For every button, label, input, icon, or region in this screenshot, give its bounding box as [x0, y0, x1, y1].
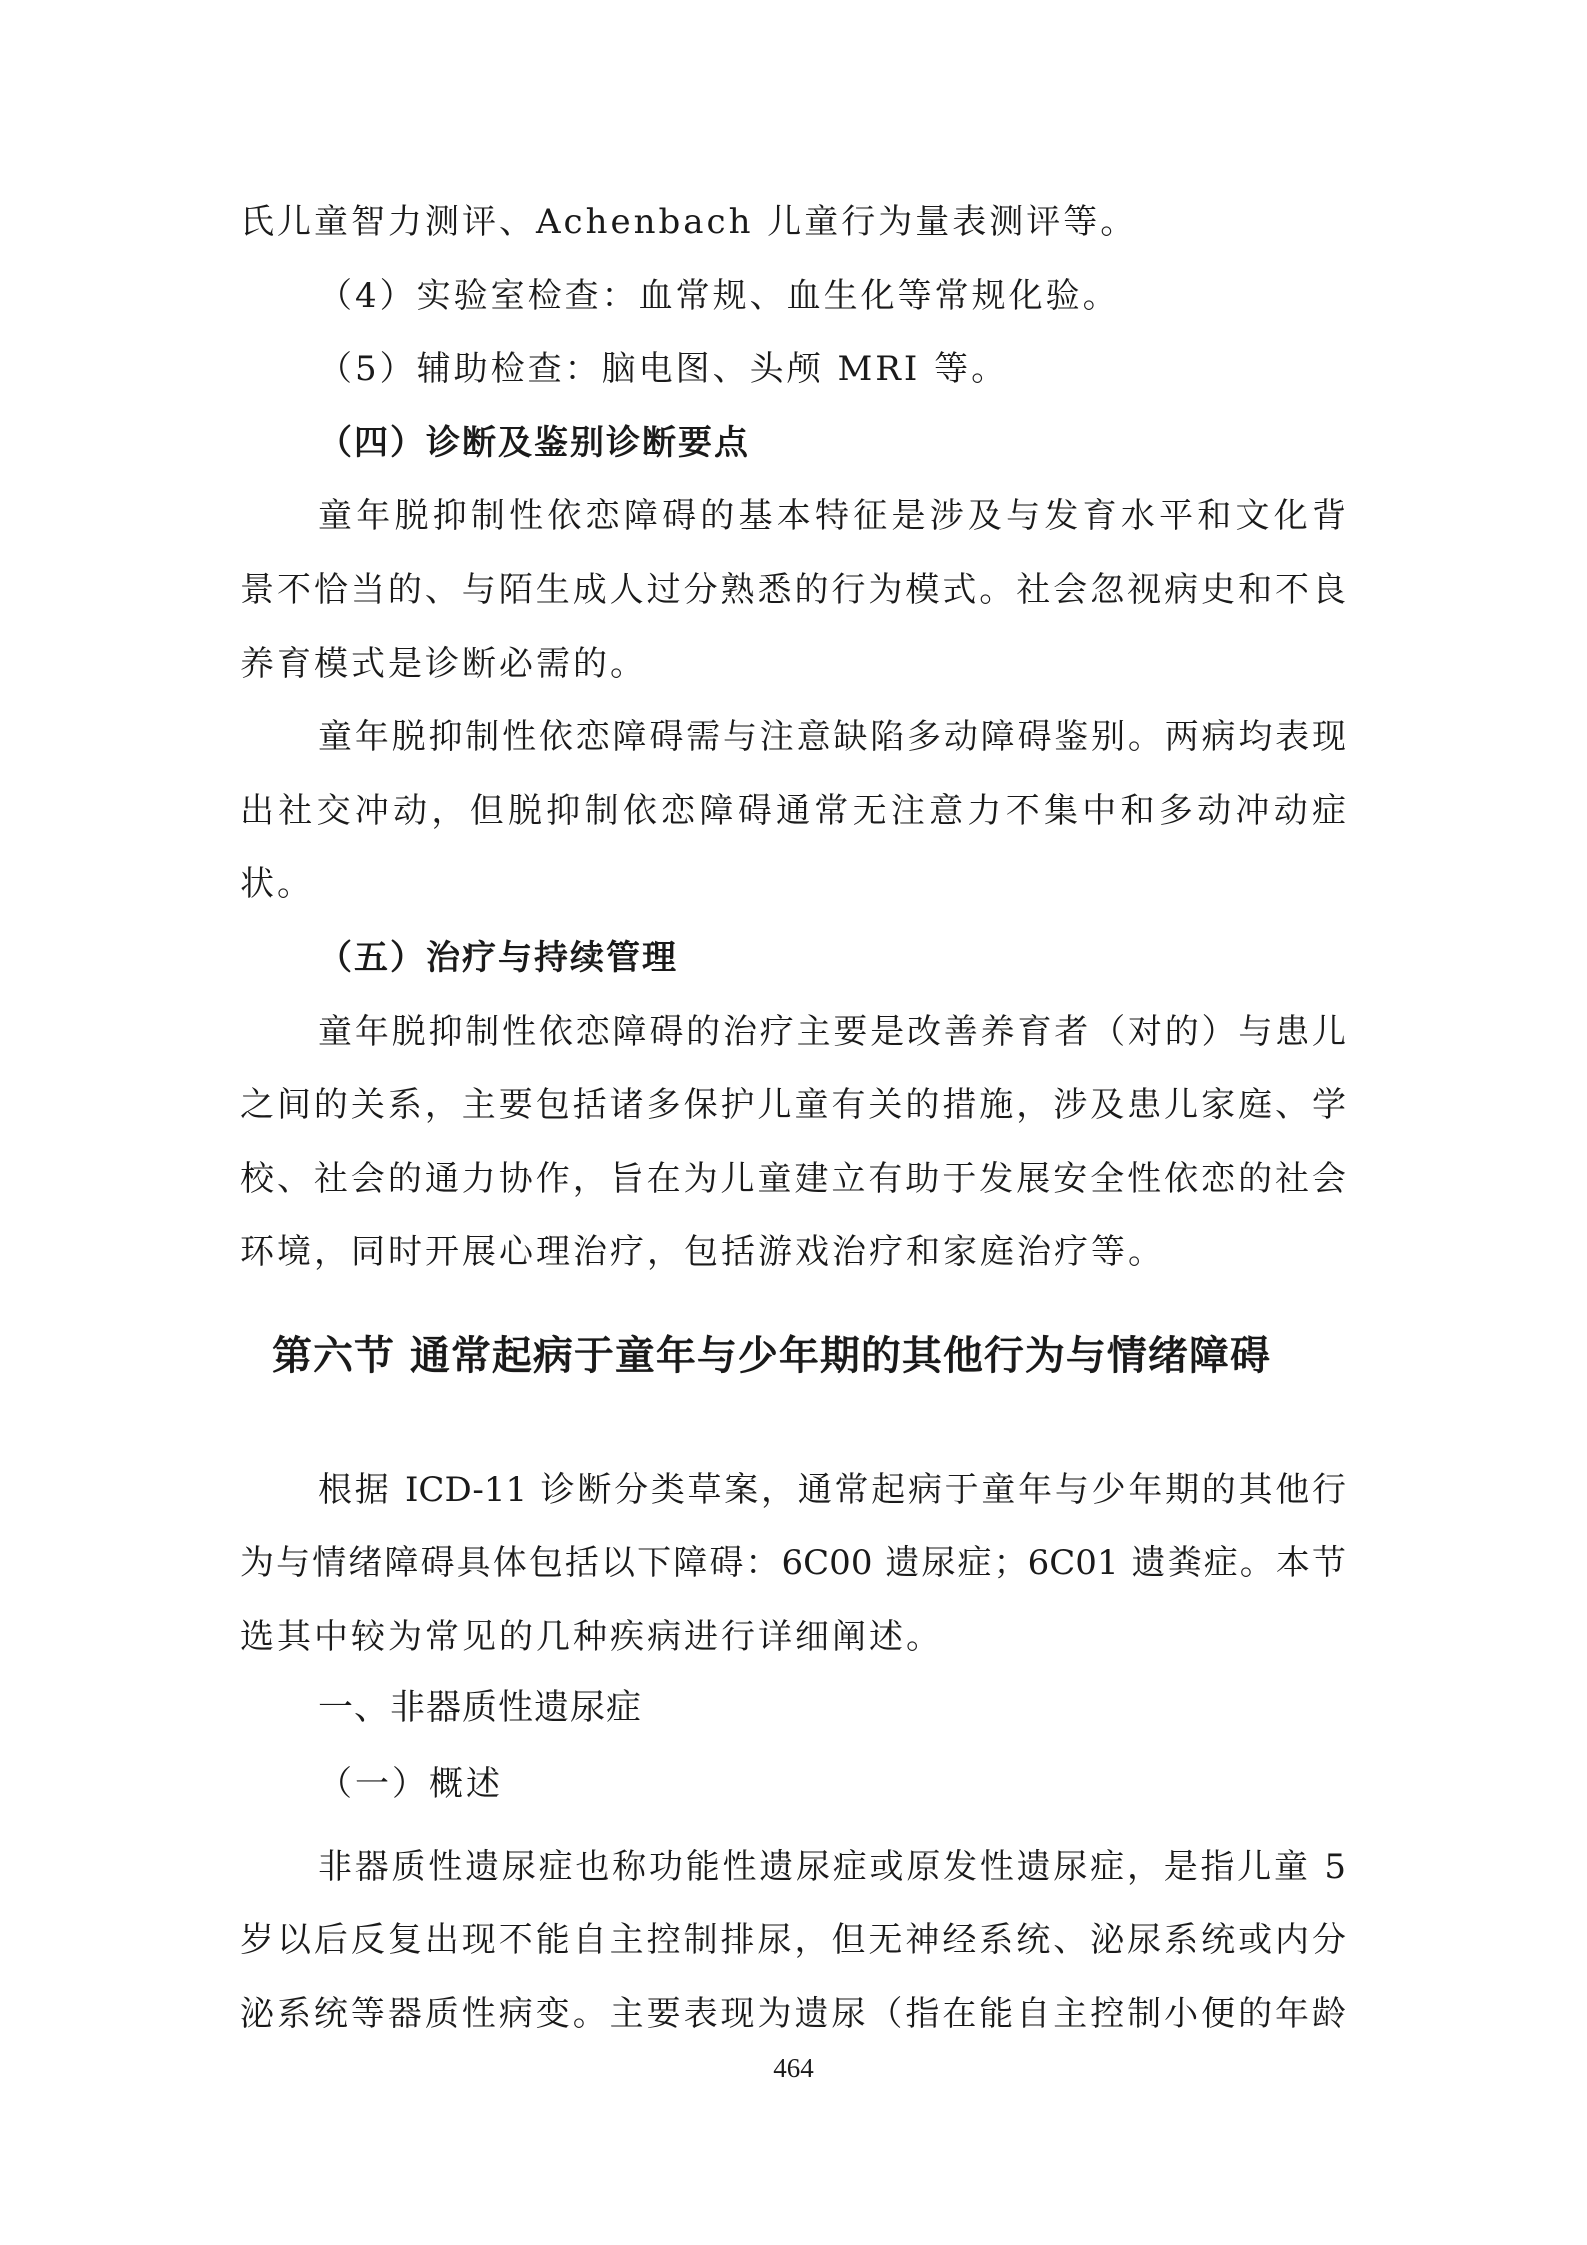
body-text-line: 状。	[240, 864, 314, 904]
body-text-line: 景不恰当的、与陌生成人过分熟悉的行为模式。社会忽视病史和不良	[240, 570, 1346, 610]
body-text-line: 之间的关系，主要包括诸多保护儿童有关的措施，涉及患儿家庭、学	[240, 1085, 1346, 1125]
page-number: 464	[773, 2053, 814, 2083]
body-text-line: 选其中较为常见的几种疾病进行详细阐述。	[240, 1617, 943, 1657]
subheading-overview: （一）概述	[318, 1764, 503, 1804]
list-item-aux-tests: （5）辅助检查：脑电图、头颅 MRI 等。	[318, 349, 1009, 389]
subheading-diagnosis: （四）诊断及鉴别诊断要点	[318, 423, 750, 463]
body-text-line: 非器质性遗尿症也称功能性遗尿症或原发性遗尿症，是指儿童 5	[318, 1847, 1346, 1887]
body-text-line: 环境，同时开展心理治疗，包括游戏治疗和家庭治疗等。	[240, 1232, 1165, 1272]
body-text-line: 童年脱抑制性依恋障碍的治疗主要是改善养育者（对的）与患儿	[318, 1012, 1346, 1052]
body-text-line: 养育模式是诊断必需的。	[240, 644, 647, 684]
body-text-line: 泌系统等器质性病变。主要表现为遗尿（指在能自主控制小便的年龄	[240, 1994, 1346, 2034]
body-text-line: 氏儿童智力测评、Achenbach 儿童行为量表测评等。	[240, 202, 1138, 242]
body-text-line: 岁以后反复出现不能自主控制排尿，但无神经系统、泌尿系统或内分	[240, 1920, 1346, 1960]
body-text-line: 出社交冲动，但脱抑制依恋障碍通常无注意力不集中和多动冲动症	[240, 791, 1346, 831]
heading-level-1: 一、非器质性遗尿症	[318, 1688, 643, 1728]
body-text-line: 校、社会的通力协作，旨在为儿童建立有助于发展安全性依恋的社会	[240, 1159, 1346, 1199]
body-text-line: 童年脱抑制性依恋障碍需与注意缺陷多动障碍鉴别。两病均表现	[318, 717, 1346, 757]
list-item-lab-tests: （4）实验室检查：血常规、血生化等常规化验。	[318, 276, 1120, 316]
body-text-line: 童年脱抑制性依恋障碍的基本特征是涉及与发育水平和文化背	[318, 496, 1346, 536]
body-text-line: 为与情绪障碍具体包括以下障碍：6C00 遗尿症；6C01 遗粪症。本节	[240, 1543, 1346, 1583]
body-text-line: 根据 ICD-11 诊断分类草案，通常起病于童年与少年期的其他行	[318, 1470, 1346, 1510]
subheading-treatment: （五）治疗与持续管理	[318, 938, 678, 978]
section-title: 第六节 通常起病于童年与少年期的其他行为与情绪障碍	[272, 1333, 1271, 1379]
